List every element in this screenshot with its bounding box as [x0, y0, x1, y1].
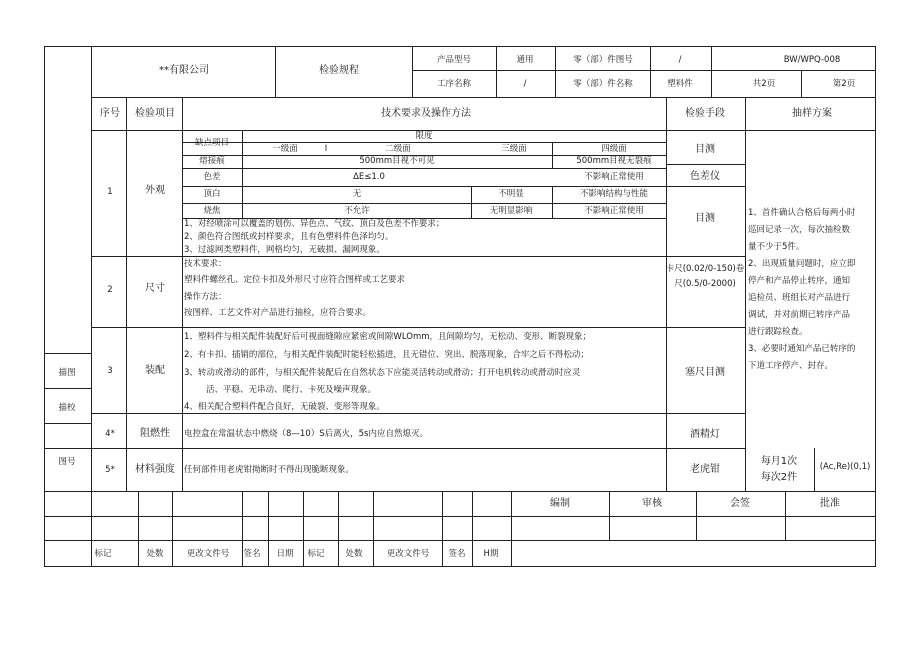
sampling-line: 下道工序停产、封存。	[748, 361, 834, 371]
grid-line-v	[412, 46, 413, 98]
grid-line-h	[44, 388, 92, 389]
col-item: 检验项目	[135, 108, 175, 119]
grid-line-v	[472, 491, 473, 567]
grade-4: 四级面	[601, 144, 627, 154]
product-model: 通用	[516, 55, 534, 65]
grid-line-v	[44, 46, 45, 567]
dimension-line: 技术要求：	[184, 259, 227, 269]
appearance-seq: 1	[107, 187, 113, 197]
doc-code: BW/WPQ-008	[783, 55, 841, 65]
grid-line-h	[91, 130, 876, 131]
defect-name: 色差	[203, 172, 221, 182]
strength-item: 材料强度	[135, 464, 175, 475]
flammability-seq: 4*	[105, 429, 115, 439]
grid-line-h	[91, 413, 746, 414]
rev-count-2: 处数	[345, 549, 363, 559]
defect-label: 缺点项目	[194, 138, 230, 148]
defect-limit: 无	[352, 189, 362, 199]
col-seq: 序号	[100, 108, 120, 119]
grid-line-h	[44, 566, 876, 567]
sampling-line: 量不少于5件。	[748, 242, 805, 252]
method-caliper: 卡尺(0.02/0-150)卷	[665, 264, 745, 274]
grid-line-h	[44, 353, 92, 354]
flammability-text: 电控盒在常温状态中燃烧（8—10）S后离火，5s内应自然熄灭。	[184, 429, 428, 439]
col-sampling: 抽样方案	[792, 108, 832, 119]
appearance-item: 外观	[145, 185, 165, 196]
sampling-line: 2、出现质量问题时，应立即	[748, 259, 856, 269]
grid-line-v	[711, 46, 712, 98]
defect-limit: 不允许	[344, 206, 370, 216]
side-drawing-no: 图号	[58, 457, 76, 467]
part-drawing-no: /	[678, 55, 682, 65]
defect-name: 烧焦	[203, 206, 221, 216]
label-part-drawing-no: 零（部）件图号	[573, 55, 633, 65]
grid-line-h	[44, 423, 92, 424]
grade-marker: I	[324, 144, 328, 154]
grid-line-v	[552, 186, 553, 219]
sign-approve: 批准	[820, 498, 840, 509]
grid-line-v	[814, 448, 815, 492]
method-pliers: 老虎钳	[690, 464, 720, 475]
grid-line-h	[666, 186, 746, 187]
appearance-note: 3、过滤网类塑料件，网格均匀，无破损、漏网现象。	[184, 245, 385, 255]
assembly-item: 装配	[145, 365, 165, 376]
sampling-line: 巡回记录一次，每次抽检数	[748, 225, 851, 235]
grid-line-h	[44, 448, 92, 449]
method-visual: 目测	[695, 144, 715, 155]
grid-line-h	[182, 142, 667, 143]
col-method: 检验手段	[685, 108, 725, 119]
grid-line-v	[471, 186, 472, 219]
doc-title: 检验规程	[319, 65, 359, 76]
sampling-line: 3、必要时通知产品已转序的	[748, 344, 856, 354]
defect-name: 熔接痕	[199, 156, 225, 166]
rev-sign-2: 签名	[448, 549, 466, 559]
grade-1: 一级面	[272, 144, 298, 154]
grid-line-h	[182, 186, 667, 187]
sampling-line: 调试，并对前期已转序产品	[748, 310, 851, 320]
sign-countersign: 会签	[730, 498, 750, 509]
flammability-item: 阻燃性	[140, 428, 170, 439]
rev-count: 处数	[146, 549, 164, 559]
label-part-name: 零（部）件名称	[573, 79, 633, 89]
assembly-seq: 3	[107, 366, 113, 376]
grid-line-v	[650, 46, 651, 98]
grid-line-v	[338, 491, 339, 567]
rev-sign: 签名	[243, 549, 261, 559]
side-trace: 描图	[58, 368, 76, 378]
grid-line-h	[44, 491, 876, 492]
col-requirements: 技术要求及操作方法	[381, 108, 471, 119]
grid-line-h	[182, 203, 667, 204]
grid-line-h	[44, 540, 876, 541]
method-color-meter: 色差仪	[690, 171, 720, 182]
dimension-line: 塑料件螺丝孔、定位卡扣及外形尺寸应符合图样或工艺要求	[184, 275, 406, 285]
grade-3: 三级面	[501, 144, 527, 154]
defect-limit: 500mm目视不可见	[359, 156, 435, 166]
part-name: 塑料件	[667, 79, 693, 89]
assembly-line: 3、转动或滑动的部件，与相关配件装配后在自然状态下应能灵活转动或滑动；打开电机转动或滑动时应灵	[184, 368, 581, 378]
grid-line-v	[875, 46, 876, 567]
grid-line-v	[666, 97, 667, 492]
grid-line-v	[182, 97, 183, 492]
total-pages: 共2页	[752, 79, 776, 89]
grid-line-v	[303, 491, 304, 567]
sign-review: 审核	[642, 498, 662, 509]
method-alcohol-lamp: 酒精灯	[690, 429, 720, 440]
assembly-line: 1、塑料件与相关配件装配好后可视面缝隙应紧密或间隙WLOmm，且间隙均匀，无松动、变形、断裂现象；	[184, 332, 592, 342]
method-visual: 目测	[695, 213, 715, 224]
limit-label: 限度	[415, 131, 433, 141]
defect-limit: 不影响正常使用	[584, 172, 644, 182]
grid-line-v	[275, 46, 276, 98]
strength-seq: 5*	[105, 465, 115, 475]
sampling-line: 追检员、班组长对产品进行	[748, 293, 851, 303]
grid-line-h	[666, 164, 746, 165]
appearance-note: 2、颜色符合图纸或封样要求，且有色塑料件色泽均匀。	[184, 232, 394, 242]
grid-line-v	[442, 491, 443, 567]
rev-mark-2: 标记	[307, 549, 325, 559]
grid-line-v	[268, 491, 269, 567]
grid-line-v	[126, 97, 127, 492]
grid-line-v	[609, 491, 610, 541]
grid-line-h	[91, 327, 746, 328]
defect-limit: 不明显	[498, 189, 524, 199]
frequency: 每月1次	[760, 456, 798, 467]
grid-line-v	[138, 491, 139, 567]
grid-line-v	[696, 491, 697, 541]
ac-re: (Ac,Re)(0,1)	[819, 462, 871, 472]
dimension-item: 尺寸	[145, 283, 165, 294]
grid-line-h	[91, 97, 876, 98]
strength-text: 任何部件用老虎钳拗断时不得出现脆断现象。	[184, 465, 355, 475]
rev-date: 日期	[276, 549, 294, 559]
page-number: 第2页	[832, 79, 856, 89]
grid-line-v	[91, 491, 92, 567]
grid-line-v	[91, 46, 92, 492]
dimension-seq: 2	[107, 285, 113, 295]
method-caliper: 尺(0.5/0-2000)	[674, 279, 736, 289]
company-name: **有限公司	[159, 65, 209, 76]
process-name: /	[523, 79, 527, 89]
grid-line-v	[172, 491, 173, 567]
sign-compile: 编制	[550, 498, 570, 509]
grid-line-v	[511, 491, 512, 567]
grid-line-h	[44, 516, 876, 517]
grid-line-v	[552, 142, 553, 169]
grid-line-h	[44, 46, 876, 47]
rev-date-2: H期	[483, 549, 499, 559]
grid-line-h	[91, 256, 746, 257]
label-product-model: 产品型号	[436, 55, 472, 65]
dimension-line: 按图样、工艺文件对产品进行抽检，应符合要求。	[184, 308, 372, 318]
defect-limit: 不影响结构与性能	[579, 189, 649, 199]
grid-line-v	[801, 70, 802, 98]
sampling-line: 1、首件确认合格后每两小时	[748, 208, 856, 218]
sampling-line: 进行跟踪检查。	[748, 327, 808, 337]
defect-limit: ΔE≤1.0	[353, 172, 385, 182]
rev-doc-no-2: 更改文件号	[386, 549, 430, 559]
defect-limit: 500mm目视无裂痕	[576, 156, 652, 166]
grid-line-v	[555, 46, 556, 98]
grid-line-v	[785, 491, 786, 541]
defect-limit: 无明显影响	[489, 206, 533, 216]
sampling-line: 停产和产品停止转序，通知	[748, 276, 851, 286]
rev-mark: 标记	[94, 549, 112, 559]
dimension-line: 操作方法：	[184, 292, 227, 302]
grid-line-v	[242, 130, 243, 219]
defect-limit: 不影响正常使用	[584, 206, 644, 216]
grid-line-h	[182, 168, 667, 169]
assembly-line: 4、相关配合塑料件配合良好，无破裂、变形等现象。	[184, 402, 385, 412]
assembly-line: 2、有卡扣、插销的部位，与相关配件装配时能轻松插进，且无错位、突出、脱落现象，合牢之后不得松动；	[184, 350, 589, 360]
grade-2: 二级面	[385, 144, 411, 154]
frequency: 每次2件	[760, 472, 798, 483]
grid-line-v	[496, 46, 497, 98]
grid-line-h	[91, 448, 746, 449]
side-check-trace: 描校	[58, 403, 76, 413]
assembly-line: 活、平稳、无串动、爬行、卡死及噪声现象。	[206, 385, 377, 395]
grid-line-h	[412, 70, 876, 71]
grid-line-v	[745, 97, 746, 492]
rev-doc-no: 更改文件号	[186, 549, 230, 559]
label-process-name: 工序名称	[436, 79, 472, 89]
defect-name: 顶白	[203, 189, 221, 199]
method-feeler: 塞尺目测	[685, 367, 725, 378]
grid-line-v	[373, 491, 374, 567]
appearance-note: 1、对经喷涂可以覆盖的划伤、异色点、气纹、顶白及色差不作要求；	[184, 219, 445, 229]
